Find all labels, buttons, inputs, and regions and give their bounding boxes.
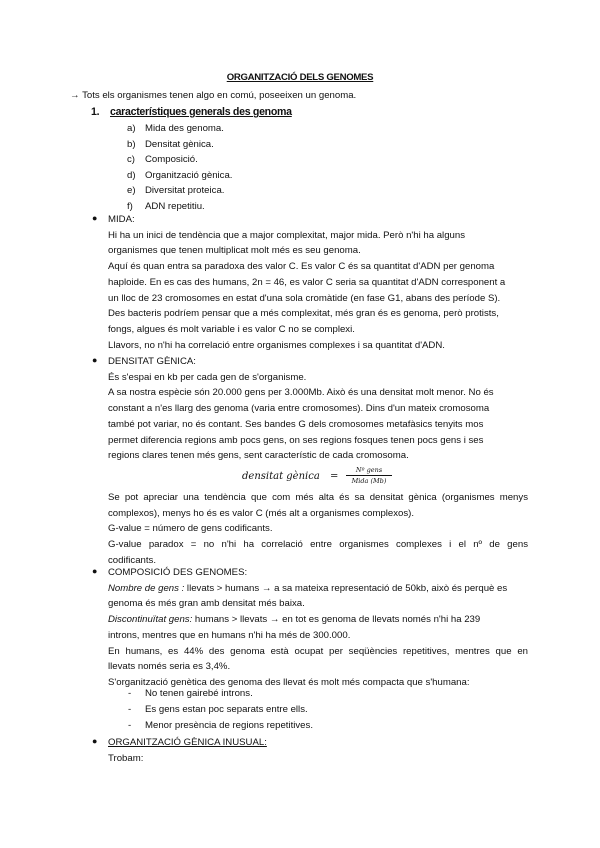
- paragraph-line: Trobam:: [108, 752, 144, 764]
- list-text: ADN repetitiu.: [145, 200, 205, 212]
- section-mida: [108, 212, 528, 353]
- paragraph-line: introns, mentres que en humans n'hi ha més de 300.000.: [108, 629, 351, 641]
- section-heading: [91, 106, 292, 118]
- subsection-heading: COMPOSICIÓ DES GENOMES:: [108, 567, 248, 578]
- bullet-icon: ●: [92, 566, 98, 576]
- list-letter: f): [127, 200, 133, 212]
- topic-list: [127, 121, 232, 214]
- list-letter: a): [127, 123, 136, 134]
- list-letter: c): [127, 154, 135, 165]
- list-item: [127, 168, 232, 184]
- list-text: Organització gènica.: [145, 169, 233, 181]
- paragraph-line: Llavors, no n'hi ha correlació entre organismes complexes i sa quantitat d'ADN.: [108, 339, 445, 351]
- paragraph-line: [108, 612, 528, 628]
- dash-item: Es gens estan poc separats entre ells.: [145, 704, 308, 715]
- formula-denominator: Mida (Mb): [346, 475, 392, 486]
- list-text: Mida des genoma.: [145, 123, 224, 134]
- paragraph-line: genoma és més gran amb densitat més baixa.: [108, 598, 305, 610]
- document-title: ORGANITZACIÓ DELS GENOMES: [226, 72, 374, 83]
- formula-numerator: Nº gens: [355, 465, 383, 474]
- list-text: Composició.: [145, 154, 198, 165]
- list-item: [127, 137, 232, 153]
- nombre-gens-label: Nombre de gens :: [108, 582, 185, 594]
- list-letter: b): [127, 138, 136, 150]
- dash-item: Menor presència de regions repetitives.: [145, 720, 313, 731]
- paragraph-line: organismes que tenen multiplicat molt més es seu genoma.: [108, 245, 361, 257]
- list-item: [127, 121, 232, 137]
- bullet-icon: ●: [92, 736, 98, 746]
- paragraph-text: humans > llevats → en tot es genoma de llevats només n'hi ha 239: [192, 614, 481, 626]
- dash-bullet: -: [128, 720, 132, 731]
- section-densitat: [108, 354, 528, 568]
- list-item: [127, 152, 232, 168]
- paragraph-line: És s'espai en kb per cada gen de s'organisme.: [108, 371, 307, 383]
- dash-item: No tenen gairebé introns.: [145, 688, 253, 699]
- paragraph-line: Hi ha un inici de tendència que a major complexitat, major mida. Però n'hi ha alguns: [108, 229, 465, 241]
- paragraph-line: llevats només seria es 3,4%.: [108, 661, 231, 673]
- paragraph-line: haploide. En es cas des humans, 2n = 46, es valor C seria sa quantitat d'ADN corresponent a: [108, 276, 506, 288]
- section-composicio: [108, 565, 528, 691]
- paragraph-line: Des bacteris podríem pensar que a més complexitat, més gran és es genoma, però protists,: [108, 308, 499, 320]
- list-letter: d): [127, 169, 136, 181]
- paragraph-line: Se pot apreciar una tendència que com més alta és sa densitat gènica (organismes menys: [108, 491, 528, 503]
- section-organitzacio: [108, 735, 528, 766]
- paragraph-line: constant a n'es llarg des genoma (varia entre cromosomes). Dins d'un mateix cromosoma: [108, 403, 490, 415]
- list-text: Diversitat proteica.: [145, 185, 225, 196]
- list-letter: e): [127, 185, 136, 196]
- paragraph-line: permet diferencia regions amb pocs gens, on ses regions fosques tenen pocs gens i ses: [108, 434, 484, 446]
- paragraph-line: fongs, algues és molt variable i es valor C no se complexi.: [108, 323, 355, 335]
- paragraph-line: un lloc de 23 cromosomes en estat d'una sola cromàtide (en fase G1, abans des període S).: [108, 292, 501, 304]
- formula-equals: =: [330, 470, 339, 482]
- paragraph-line: regions clares tenen més gens, sent característic de cada cromosoma.: [108, 450, 409, 462]
- formula-fraction: [346, 465, 392, 486]
- dash-bullet: -: [128, 688, 132, 699]
- paragraph-line: codificants.: [108, 554, 156, 566]
- paragraph-line: complexos), menys ho és es valor C (més alt a organismes complexos).: [108, 507, 415, 519]
- bullet-icon: ●: [92, 213, 98, 223]
- paragraph-line: G-value paradox = no n'hi ha correlació entre organismes complexes i el nº de gens: [108, 539, 528, 551]
- section-number: 1.: [91, 106, 100, 118]
- subsection-heading: MIDA:: [108, 214, 135, 225]
- discontinuitat-label: Discontinuïtat gens:: [108, 614, 193, 626]
- paragraph-line: A sa nostra espècie són 20.000 gens per 3.000Mb. Això és una densitat molt menor. No és: [108, 387, 494, 399]
- intro-line: → Tots els organismes tenen algo en comú, poseeixen un genoma.: [70, 90, 357, 101]
- formula-lhs: densitat gènica: [242, 470, 320, 482]
- list-item: [127, 183, 232, 199]
- paragraph-text: llevats > humans → a sa mateixa representació de 50kb, això és perquè es: [184, 582, 508, 594]
- paragraph-line: En humans, es 44% des genoma està ocupat per seqüències repetitives, mentres que en: [108, 645, 528, 657]
- section-heading-text: característiques generals des genoma: [110, 106, 292, 118]
- paragraph-line: [108, 581, 528, 597]
- paragraph-line: S'organització genètica des genoma des llevat és molt més compacta que s'humana:: [108, 676, 470, 688]
- list-text: Densitat gènica.: [145, 138, 214, 150]
- dash-bullet: -: [128, 704, 132, 715]
- subsection-heading: DENSITAT GÈNICA:: [108, 356, 196, 367]
- paragraph-line: també pot variar, no és contant. Ses bandes G dels cromosomes metafàsics tenyits mos: [108, 418, 484, 430]
- paragraph-line: G-value = número de gens codificants.: [108, 523, 273, 535]
- density-formula: [108, 464, 528, 490]
- bullet-icon: ●: [92, 355, 98, 365]
- paragraph-line: Aquí és quan entra sa paradoxa des valor C. Es valor C és sa quantitat d'ADN per genoma: [108, 261, 495, 273]
- subsection-heading: ORGANITZACIÓ GÈNICA INUSUAL:: [108, 737, 267, 748]
